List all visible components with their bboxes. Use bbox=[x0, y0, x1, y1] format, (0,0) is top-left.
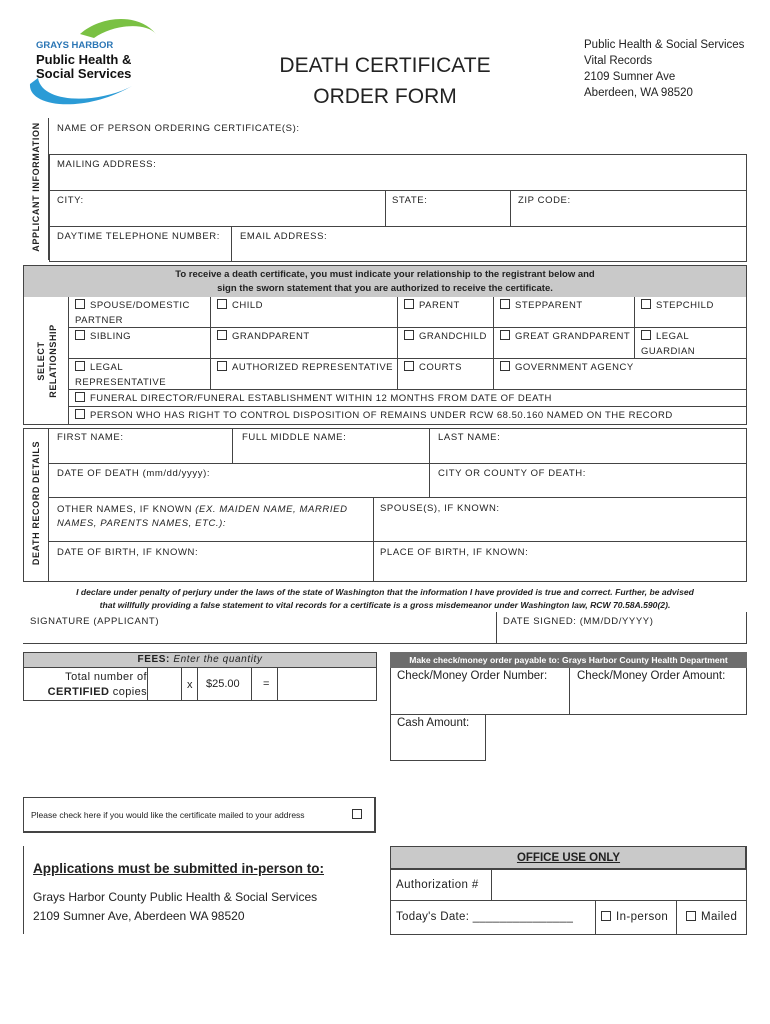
option-sibling-label: SIBLING bbox=[90, 331, 131, 342]
city-county-label: CITY OR COUNTY OF DEATH: bbox=[438, 468, 586, 479]
other-names-label-text: OTHER NAMES, IF KNOWN bbox=[57, 504, 193, 515]
option-parent[interactable] bbox=[404, 298, 460, 313]
checkbox-icon[interactable] bbox=[75, 330, 85, 340]
checkbox-icon[interactable] bbox=[601, 911, 611, 921]
option-grandchild-label: GRANDCHILD bbox=[419, 331, 487, 342]
office-use-title: OFFICE USE ONLY bbox=[516, 852, 621, 864]
office-address bbox=[584, 37, 744, 101]
date-of-death-label: DATE OF DEATH (mm/dd/yyyy): bbox=[57, 468, 211, 479]
authorization-input[interactable] bbox=[492, 870, 747, 901]
zip-label: ZIP CODE: bbox=[518, 195, 571, 206]
checkbox-icon[interactable] bbox=[75, 392, 85, 402]
fees-header-text bbox=[23, 654, 377, 665]
check-amount-label: Check/Money Order Amount: bbox=[577, 670, 726, 682]
option-stepparent-label: STEPPARENT bbox=[515, 300, 583, 311]
logo-line-2: Public Health & bbox=[36, 52, 132, 67]
option-great-grandparent[interactable] bbox=[500, 329, 630, 344]
option-gov-agency-label: GOVERNMENT AGENCY bbox=[515, 362, 634, 373]
applicant-section-label: APPLICANT INFORMATION bbox=[31, 122, 41, 252]
option-control-disposition[interactable] bbox=[75, 408, 673, 423]
other-names-example-2: NAMES, PARENTS NAMES, ETC.): bbox=[57, 518, 227, 529]
death-section-label: DEATH RECORD DETAILS bbox=[31, 440, 41, 566]
checkbox-icon[interactable] bbox=[641, 299, 651, 309]
pob-label: PLACE OF BIRTH, IF KNOWN: bbox=[380, 547, 529, 558]
mailed-label: Mailed bbox=[701, 911, 738, 923]
quantity-input[interactable] bbox=[147, 668, 182, 701]
checkbox-icon[interactable] bbox=[404, 330, 414, 340]
other-names-label bbox=[57, 503, 348, 531]
check-number-label: Check/Money Order Number: bbox=[397, 670, 548, 682]
checkbox-icon[interactable] bbox=[404, 361, 414, 371]
relationship-col-divider-2 bbox=[397, 297, 398, 390]
relationship-instruction-line-1: To receive a death certificate, you must indicate your relationship to the registrant below and bbox=[175, 269, 595, 280]
address-line-2: Vital Records bbox=[584, 55, 653, 67]
declaration-line-1: I declare under penalty of perjury under the laws of the state of Washington that the information I have provided is true and correct. Further, be advised bbox=[76, 587, 694, 597]
address-line-1: Public Health & Social Services bbox=[584, 39, 745, 51]
logo-line-3: Social Services bbox=[36, 66, 132, 81]
checkbox-icon[interactable] bbox=[641, 330, 651, 340]
fees-certified-label: CERTIFIED bbox=[47, 686, 110, 698]
checkbox-icon[interactable] bbox=[75, 361, 85, 371]
option-authorized-representative[interactable] bbox=[217, 360, 393, 375]
logo-line-1: GRAYS HARBOR bbox=[36, 40, 114, 51]
address-line-3: 2109 Sumner Ave bbox=[584, 71, 676, 83]
form-title-line-2: ORDER FORM bbox=[313, 85, 457, 108]
relationship-label-line-2: RELATIONSHIP bbox=[48, 324, 58, 398]
fees-header-bold: FEES: bbox=[137, 654, 170, 665]
checkbox-icon[interactable] bbox=[75, 409, 85, 419]
cash-amount-label: Cash Amount: bbox=[397, 717, 470, 729]
phone-label: DAYTIME TELEPHONE NUMBER: bbox=[57, 231, 220, 242]
checkbox-icon[interactable] bbox=[500, 299, 510, 309]
option-stepchild[interactable] bbox=[641, 298, 714, 313]
option-government-agency[interactable] bbox=[500, 360, 634, 375]
city-label: CITY: bbox=[57, 195, 84, 206]
signature-label: SIGNATURE (APPLICANT) bbox=[30, 616, 160, 627]
date-signed-label: DATE SIGNED: (MM/DD/YYYY) bbox=[503, 616, 654, 627]
relationship-section-label bbox=[35, 297, 59, 425]
mailed-option[interactable] bbox=[686, 911, 737, 923]
option-child[interactable] bbox=[217, 298, 263, 313]
dob-label: DATE OF BIRTH, IF KNOWN: bbox=[57, 547, 199, 558]
submit-line-2: 2109 Sumner Ave, Aberdeen WA 98520 bbox=[33, 909, 245, 923]
relationship-instructions bbox=[70, 268, 700, 296]
option-great-grandparent-label: GREAT GRANDPARENT bbox=[515, 331, 631, 342]
option-authorized-rep-label: AUTHORIZED REPRESENTATIVE bbox=[232, 362, 393, 373]
times-symbol: x bbox=[187, 679, 193, 691]
declaration-text bbox=[23, 586, 747, 612]
price-value: $25.00 bbox=[206, 678, 240, 690]
option-legal-rep-label-2: REPRESENTATIVE bbox=[75, 377, 167, 388]
city-field[interactable] bbox=[49, 191, 386, 227]
option-funeral-director[interactable] bbox=[75, 391, 552, 406]
option-legal-representative[interactable] bbox=[75, 360, 166, 390]
relationship-label-line-1: SELECT bbox=[36, 341, 46, 381]
last-name-label: LAST NAME: bbox=[438, 432, 501, 443]
option-legal-guardian-label-1: LEGAL bbox=[656, 331, 690, 342]
option-parent-label: PARENT bbox=[419, 300, 460, 311]
option-child-label: CHILD bbox=[232, 300, 264, 311]
relationship-col-divider-3 bbox=[493, 297, 494, 390]
option-courts[interactable] bbox=[404, 360, 462, 375]
fees-total-label: Total number of bbox=[65, 671, 147, 683]
mail-checkbox-icon[interactable] bbox=[352, 809, 362, 819]
checkbox-icon[interactable] bbox=[500, 330, 510, 340]
todays-date-label: Today's Date: _______________ bbox=[396, 911, 574, 923]
checkbox-icon[interactable] bbox=[500, 361, 510, 371]
declaration-line-2: that willfully providing a false statement to vital records for a certificate is a gross misdemeanor under Washington law, RCW 70.58A.590(2). bbox=[99, 600, 671, 610]
payment-header-text: Make check/money order payable to: Grays Harbor County Health Department bbox=[409, 655, 728, 665]
email-label: EMAIL ADDRESS: bbox=[240, 231, 328, 242]
logo bbox=[28, 12, 163, 112]
mailing-address-label: MAILING ADDRESS: bbox=[57, 159, 157, 170]
relationship-instruction-line-2: sign the sworn statement that you are authorized to receive the certificate. bbox=[217, 283, 553, 294]
fees-header-italic: Enter the quantity bbox=[173, 654, 263, 665]
relationship-col-divider-1 bbox=[210, 297, 211, 390]
option-courts-label: COURTS bbox=[419, 362, 462, 373]
submit-line-1: Grays Harbor County Public Health & Social Services bbox=[33, 890, 318, 904]
submit-title: Applications must be submitted in-person to: bbox=[33, 861, 325, 876]
option-legal-guardian[interactable] bbox=[641, 329, 695, 359]
checkbox-icon[interactable] bbox=[404, 299, 414, 309]
checkbox-icon[interactable] bbox=[686, 911, 696, 921]
fees-description bbox=[23, 670, 147, 700]
form-title-line-1: DEATH CERTIFICATE bbox=[279, 54, 491, 77]
checkbox-icon[interactable] bbox=[217, 330, 227, 340]
total-input[interactable] bbox=[277, 668, 377, 701]
first-name-label: FIRST NAME: bbox=[57, 432, 124, 443]
middle-name-label: FULL MIDDLE NAME: bbox=[242, 432, 347, 443]
checkbox-icon[interactable] bbox=[217, 361, 227, 371]
name-field-label: NAME OF PERSON ORDERING CERTIFICATE(S): bbox=[57, 123, 300, 134]
in-person-label: In-person bbox=[616, 911, 669, 923]
mail-option-text: Please check here if you would like the certificate mailed to your address bbox=[31, 810, 305, 820]
option-grandparent-label: GRANDPARENT bbox=[232, 331, 310, 342]
equals-symbol: = bbox=[263, 678, 270, 690]
authorization-label: Authorization # bbox=[396, 879, 479, 891]
option-grandparent[interactable] bbox=[217, 329, 310, 344]
address-line-4: Aberdeen, WA 98520 bbox=[584, 87, 693, 99]
in-person-option[interactable] bbox=[601, 911, 668, 923]
option-spouse-label-1: SPOUSE/DOMESTIC bbox=[90, 300, 190, 311]
option-grandchild[interactable] bbox=[404, 329, 487, 344]
option-legal-guardian-label-2: GUARDIAN bbox=[641, 346, 696, 357]
option-spouse[interactable] bbox=[75, 298, 190, 328]
spouses-label: SPOUSE(S), IF KNOWN: bbox=[380, 503, 500, 514]
checkbox-icon[interactable] bbox=[217, 299, 227, 309]
option-stepparent[interactable] bbox=[500, 298, 583, 313]
checkbox-icon[interactable] bbox=[75, 299, 85, 309]
option-sibling[interactable] bbox=[75, 329, 131, 344]
option-control-label: PERSON WHO HAS RIGHT TO CONTROL DISPOSITION OF REMAINS UNDER RCW 68.50.160 NAMED ON THE RECORD bbox=[90, 410, 673, 421]
option-legal-rep-label-1: LEGAL bbox=[90, 362, 124, 373]
form-title bbox=[270, 50, 500, 112]
relationship-col-divider-4 bbox=[634, 297, 635, 359]
other-names-example-1: (EX. MAIDEN NAME, MARRIED bbox=[195, 504, 348, 515]
state-label: STATE: bbox=[392, 195, 428, 206]
option-stepchild-label: STEPCHILD bbox=[656, 300, 714, 311]
option-spouse-label-2: PARTNER bbox=[75, 315, 124, 326]
option-funeral-label: FUNERAL DIRECTOR/FUNERAL ESTABLISHMENT WITHIN 12 MONTHS FROM DATE OF DEATH bbox=[90, 393, 552, 404]
fees-copies-label: copies bbox=[112, 686, 147, 698]
